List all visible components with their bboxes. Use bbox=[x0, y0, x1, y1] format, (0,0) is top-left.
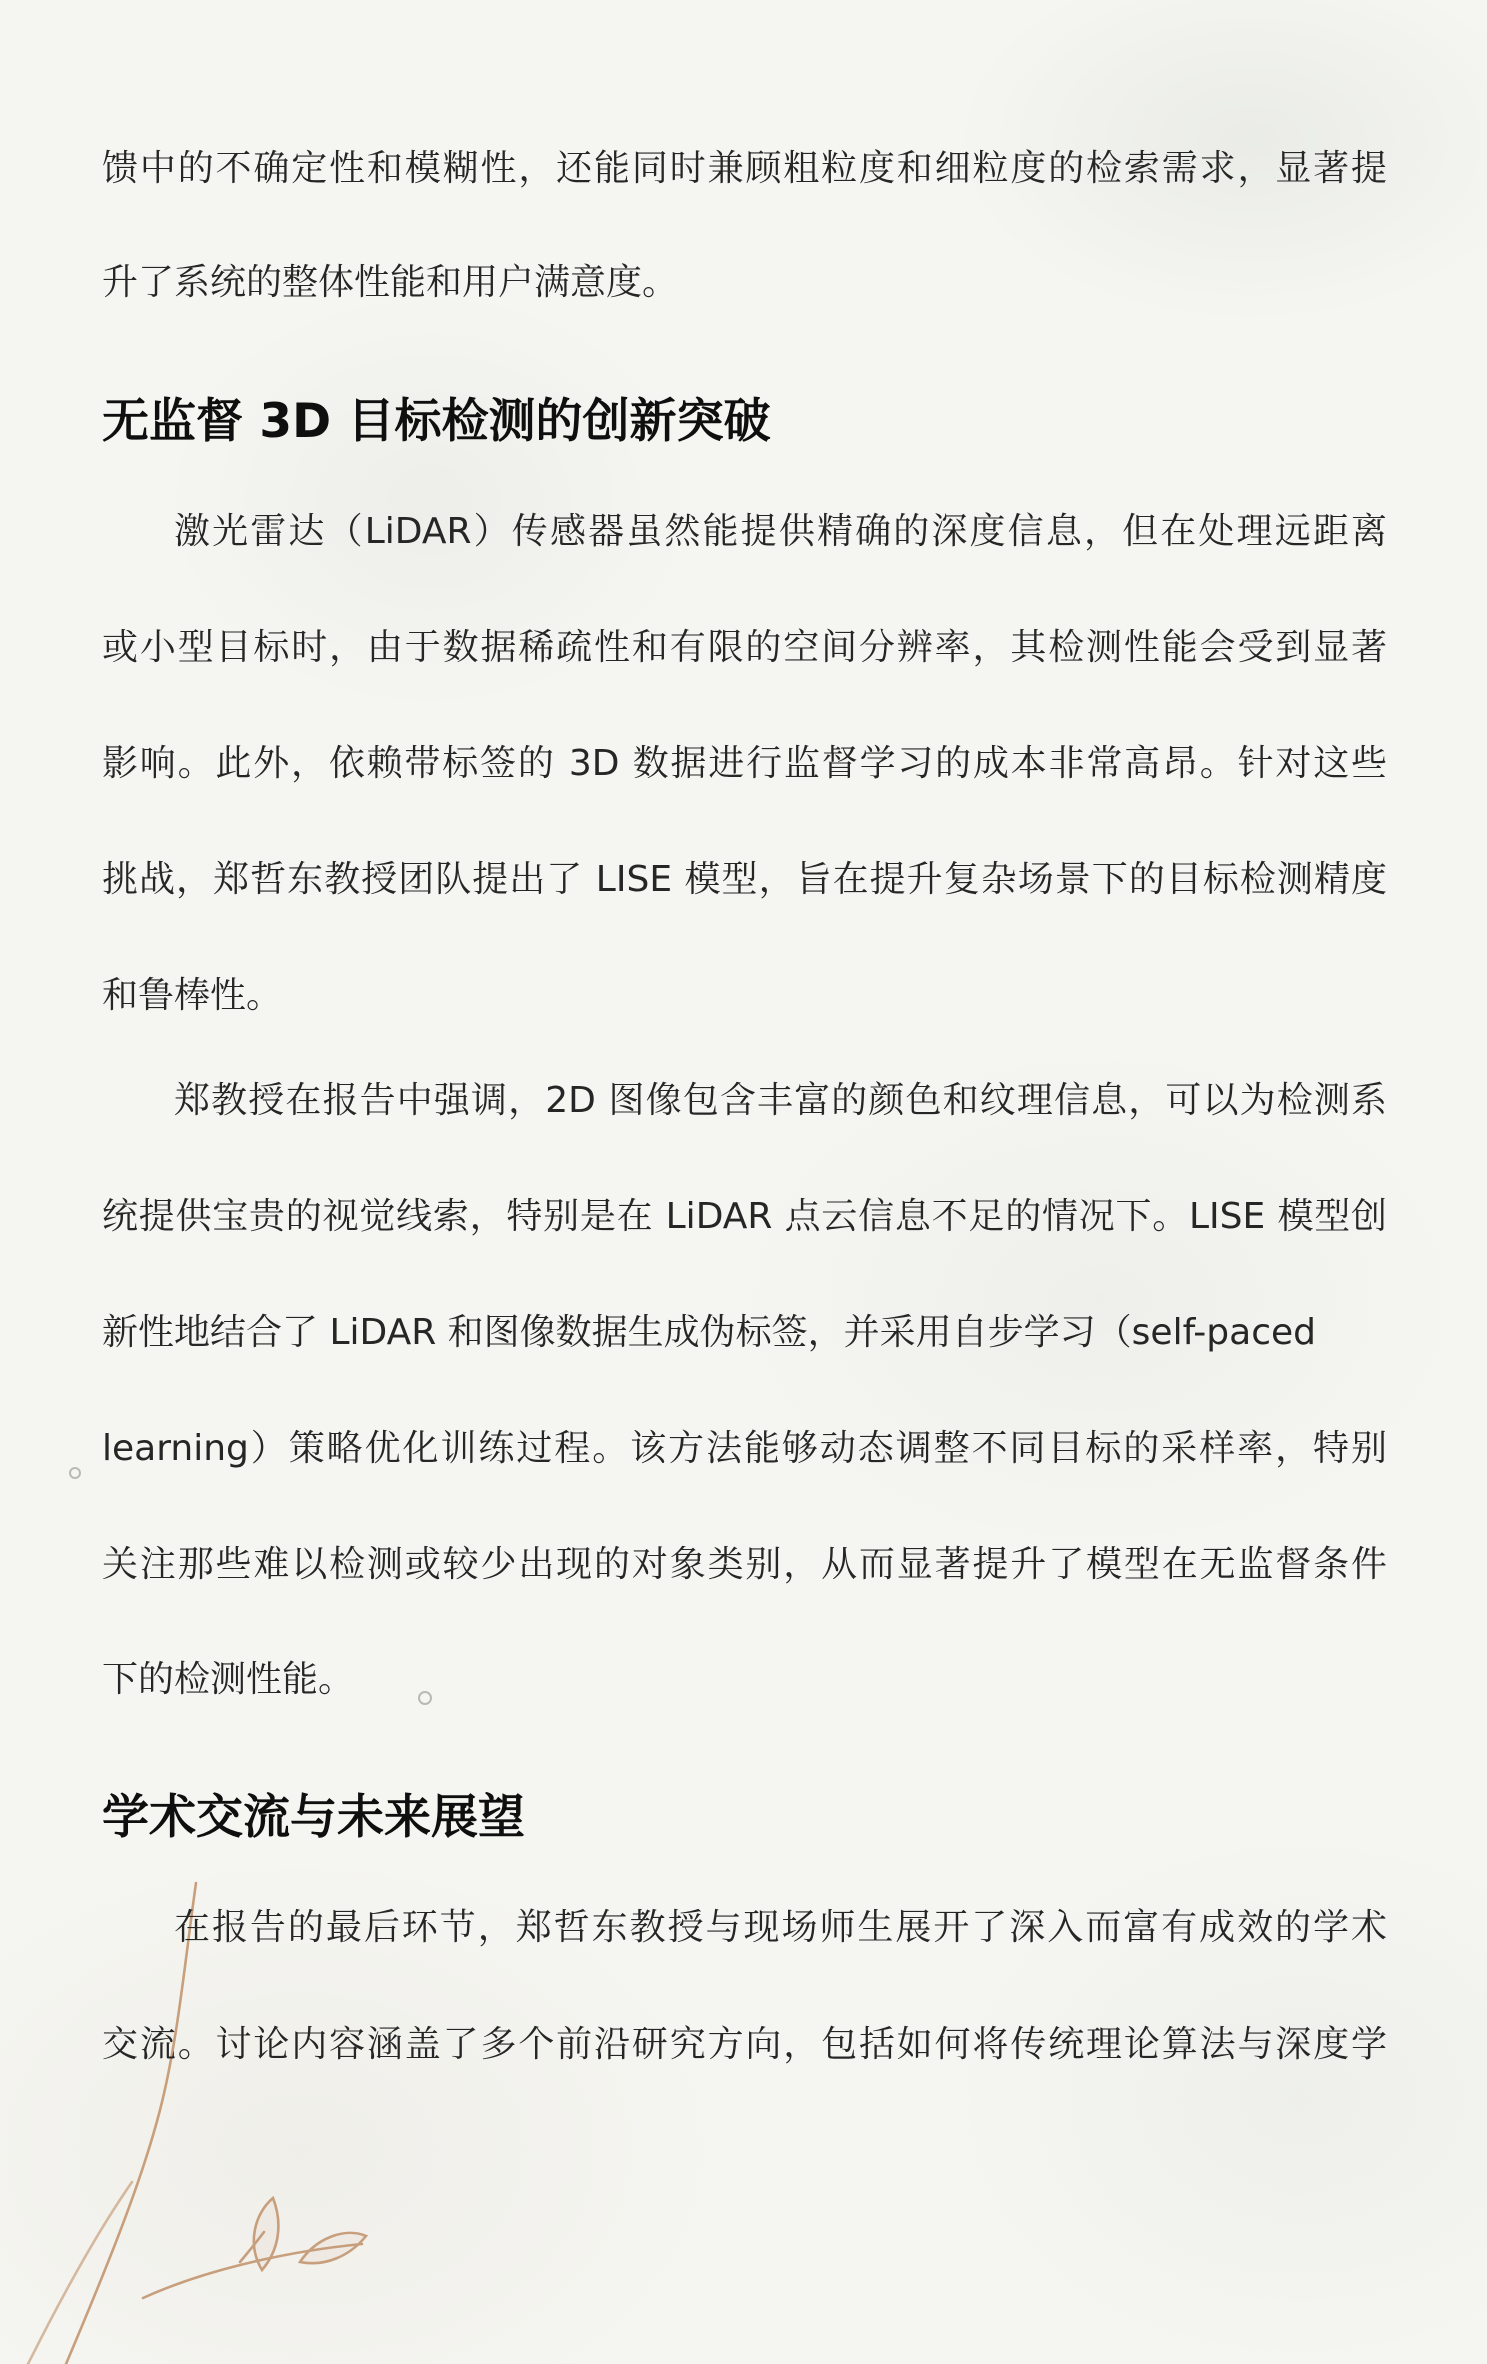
text-line: 在报告的最后环节，郑哲东教授与现场师生展开了深入而富有成效的学术 bbox=[174, 1907, 1387, 1948]
leaf bbox=[254, 2198, 279, 2270]
text-line: 升了系统的整体性能和用户满意度。 bbox=[102, 262, 679, 303]
plant-branch bbox=[143, 2244, 362, 2298]
text-line: 统提供宝贵的视觉线索，特别是在 LiDAR 点云信息不足的情况下。LISE 模型创 bbox=[102, 1196, 1387, 1237]
plant-stem-secondary bbox=[28, 2182, 132, 2364]
leaf bbox=[300, 2233, 366, 2263]
text-line: 郑教授在报告中强调，2D 图像包含丰富的颜色和纹理信息，可以为检测系 bbox=[174, 1080, 1387, 1121]
text-line: 新性地结合了 LiDAR 和图像数据生成伪标签，并采用自步学习（self-paced bbox=[102, 1312, 1316, 1353]
text-line: 或小型目标时，由于数据稀疏性和有限的空间分辨率，其检测性能会受到显著 bbox=[102, 627, 1387, 668]
text-line: 和鲁棒性。 bbox=[102, 975, 283, 1016]
section-heading: 学术交流与未来展望 bbox=[102, 1790, 525, 1845]
leaf-stalk bbox=[240, 2232, 264, 2262]
text-line: 激光雷达（LiDAR）传感器虽然能提供精确的深度信息，但在处理远距离 bbox=[174, 511, 1387, 552]
section-heading: 无监督 3D 目标检测的创新突破 bbox=[102, 394, 771, 449]
text-line: 影响。此外，依赖带标签的 3D 数据进行监督学习的成本非常高昂。针对这些 bbox=[102, 743, 1387, 784]
small-circle-ornament bbox=[70, 1468, 80, 1478]
text-line: 挑战，郑哲东教授团队提出了 LISE 模型，旨在提升复杂场景下的目标检测精度 bbox=[102, 859, 1387, 900]
text-line: learning）策略优化训练过程。该方法能够动态调整不同目标的采样率，特别 bbox=[102, 1428, 1387, 1469]
text-line: 交流。讨论内容涵盖了多个前沿研究方向，包括如何将传统理论算法与深度学 bbox=[102, 2024, 1387, 2065]
text-line: 馈中的不确定性和模糊性，还能同时兼顾粗粒度和细粒度的检索需求，显著提 bbox=[102, 148, 1387, 189]
text-line: 下的检测性能。 bbox=[102, 1659, 355, 1700]
text-line: 关注那些难以检测或较少出现的对象类别，从而显著提升了模型在无监督条件 bbox=[102, 1544, 1387, 1585]
